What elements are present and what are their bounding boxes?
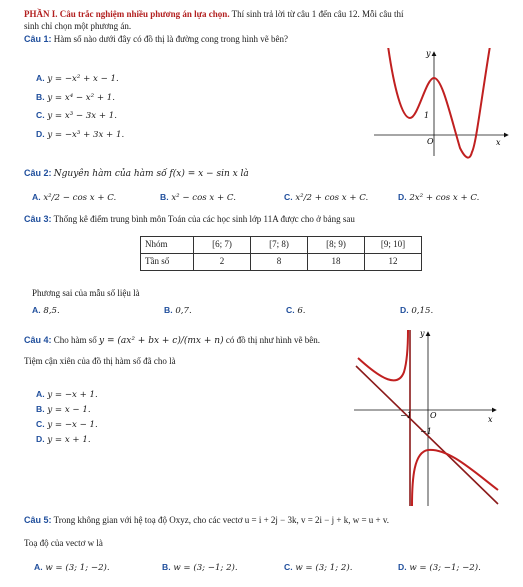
question-4-sub: Tiệm cận xiên của đồ thị hàm số đã cho là	[24, 356, 176, 366]
part-label: PHẦN I. Câu trắc nghiệm nhiều phương án lựa chọn.	[24, 9, 230, 19]
q1-option-c[interactable]: C. y = x³ − 3x + 1.	[36, 110, 117, 121]
question-5-label: Câu 5:	[24, 515, 52, 525]
q1-option-a[interactable]: A. y = −x² + x − 1.	[36, 73, 119, 84]
q3-option-d[interactable]: D. 0,15.	[400, 305, 434, 316]
question-4-label: Câu 4:	[24, 335, 52, 345]
q2-option-a[interactable]: A. x²/2 − cos x + C.	[32, 192, 117, 203]
q5-option-a[interactable]: A. w = (3; 1; −2).	[34, 562, 110, 573]
table-cell: 12	[365, 254, 422, 271]
instruction-text: Thí sinh trả lời từ câu 1 đến câu 12. Mỗi câu thí	[231, 9, 404, 19]
frequency-table	[140, 236, 422, 271]
q4-option-b[interactable]: B. y = x − 1.	[36, 404, 91, 415]
question-1-text: Hàm số nào dưới đây có đồ thị là đường cong trong hình vẽ bên?	[53, 34, 288, 44]
question-1-label: Câu 1:	[24, 34, 52, 44]
question-2	[24, 168, 249, 180]
q1-option-d[interactable]: D. y = −x³ + 3x + 1.	[36, 129, 125, 140]
origin-label: O	[427, 137, 434, 146]
question-2-text: Nguyên hàm của hàm số f(x) = x − sin x là	[53, 169, 249, 179]
y-axis-label: y	[426, 49, 431, 58]
table-cell: [8; 9)	[308, 237, 365, 254]
table-cell: 18	[308, 254, 365, 271]
q2-option-c[interactable]: C. x²/2 + cos x + C.	[284, 192, 369, 203]
curve-left-branch	[358, 330, 408, 380]
q3-option-b[interactable]: B. 0,7.	[164, 305, 192, 316]
table-cell: [7; 8)	[251, 237, 308, 254]
question-3-label: Câu 3:	[24, 214, 52, 224]
q4-option-c[interactable]: C. y = −x − 1.	[36, 419, 98, 430]
table-cell: Nhóm	[141, 237, 194, 254]
q3-option-c[interactable]: C. 6.	[286, 305, 306, 316]
q2-option-d[interactable]: D. 2x² + cos x + C.	[398, 192, 480, 203]
table-cell: 2	[194, 254, 251, 271]
question-5	[24, 515, 389, 526]
question-1	[24, 34, 288, 45]
curve-right-branch	[412, 450, 498, 506]
x-axis-label: x	[496, 138, 501, 147]
q1-option-b[interactable]: B. y = x⁴ − x² + 1.	[36, 92, 115, 103]
y-axis-label: y	[420, 329, 425, 338]
table-cell: [6; 7)	[194, 237, 251, 254]
question-5-text: Trong không gian với hệ toạ độ Oxyz, cho các vectơ u = i + 2j − 3k, v = 2i − j + k, w = u + v.	[53, 515, 390, 525]
x-axis-label: x	[488, 415, 493, 424]
question-3	[24, 214, 355, 225]
table-cell: 8	[251, 254, 308, 271]
q1-graph	[372, 48, 512, 160]
question-4-expr: y = (ax² + bx + c)/(mx + n)	[99, 336, 224, 346]
question-2-label: Câu 2:	[24, 168, 52, 178]
question-3-text: Thống kê điểm trung bình môn Toán của các học sinh lớp 11A được cho ở bảng sau	[53, 214, 355, 224]
header-line-1	[24, 9, 404, 20]
q5-option-b[interactable]: B. w = (3; −1; 2).	[162, 562, 238, 573]
table-row	[141, 254, 422, 271]
question-4	[24, 335, 320, 347]
q5-option-d[interactable]: D. w = (3; −1; −2).	[398, 562, 481, 573]
table-row	[141, 237, 422, 254]
tick-label-x: −1	[400, 411, 412, 420]
q2-option-b[interactable]: B. x² − cos x + C.	[160, 192, 236, 203]
q4-option-d[interactable]: D. y = x + 1.	[36, 434, 91, 445]
table-cell: [9; 10]	[365, 237, 422, 254]
question-5-sub: Toạ độ của vectơ w là	[24, 538, 103, 548]
q4-graph	[352, 328, 500, 508]
q5-option-c[interactable]: C. w = (3; 1; 2).	[284, 562, 353, 573]
question-4-text-after: có đồ thị như hình vẽ bên.	[225, 335, 320, 345]
instruction-text-2: sinh chỉ chọn một phương án.	[24, 21, 132, 31]
q4-option-a[interactable]: A. y = −x + 1.	[36, 389, 98, 400]
cubic-curve	[388, 48, 490, 158]
question-4-text-before: Cho hàm số	[53, 335, 97, 345]
tick-label-1: 1	[424, 111, 430, 120]
table-cell: Tần số	[141, 254, 194, 271]
tick-label-y: −1	[420, 427, 432, 436]
question-3-sub: Phương sai của mẫu số liệu là	[32, 288, 140, 298]
q3-option-a[interactable]: A. 8,5.	[32, 305, 60, 316]
origin-label: O	[430, 411, 437, 420]
